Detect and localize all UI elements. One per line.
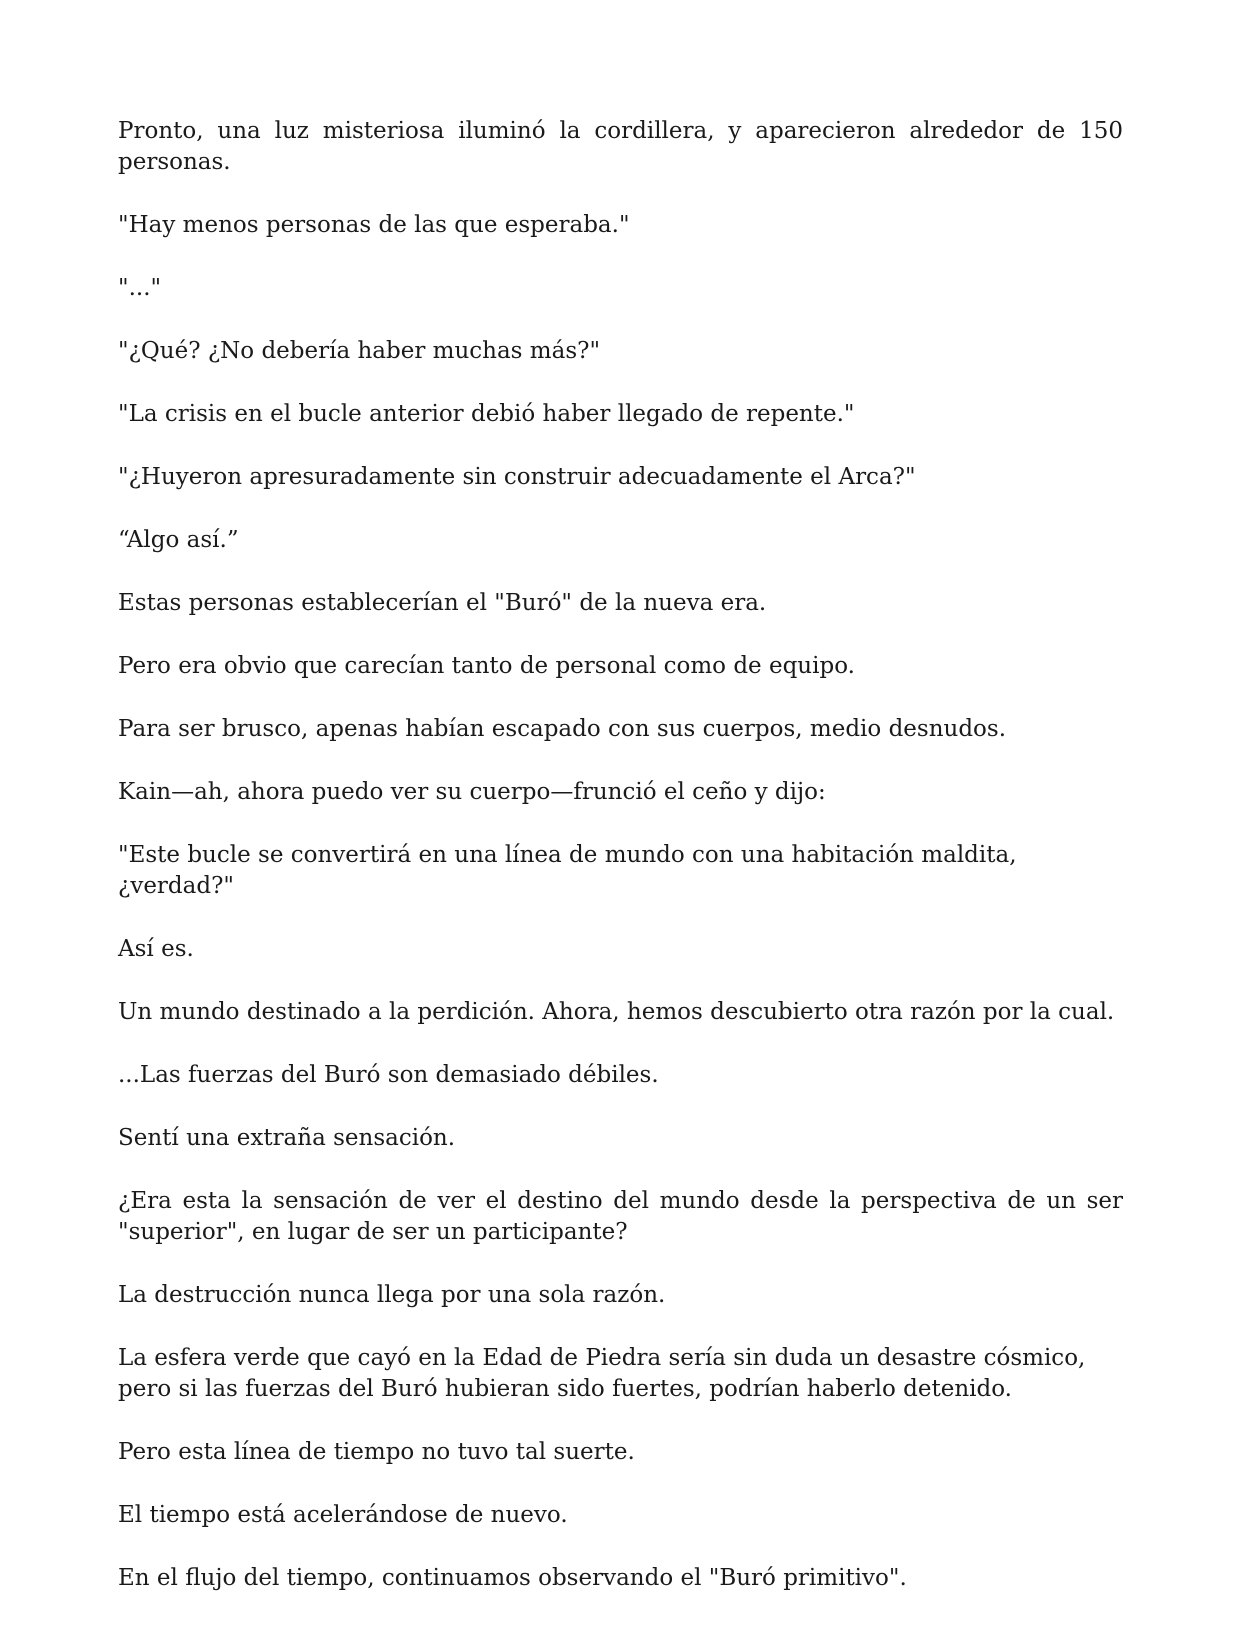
paragraph: Así es. — [118, 936, 194, 962]
paragraph: Para ser brusco, apenas habían escapado con sus cuerpos, medio desnudos. — [118, 716, 1007, 742]
paragraph: "..." — [118, 275, 162, 301]
paragraph: "¿Qué? ¿No debería haber muchas más?" — [118, 338, 601, 364]
paragraph: “Algo así.” — [118, 527, 239, 553]
paragraph: Pronto, una luz misteriosa iluminó la cordillera, y aparecieron alrededor de 150 personas. — [118, 118, 1123, 175]
paragraph: El tiempo está acelerándose de nuevo. — [118, 1502, 568, 1528]
paragraph: Kain—ah, ahora puedo ver su cuerpo—frunció el ceño y dijo: — [118, 779, 826, 805]
paragraph: La esfera verde que cayó en la Edad de Piedra sería sin duda un desastre cósmico, pero si las fuerzas del Buró hubieran sido fuertes, podrían haberlo detenido. — [118, 1345, 1086, 1402]
paragraph: "Este bucle se convertirá en una línea de mundo con una habitación maldita, ¿verdad?" — [118, 842, 1017, 899]
paragraph: "La crisis en el bucle anterior debió haber llegado de repente." — [118, 401, 855, 427]
paragraph: La destrucción nunca llega por una sola razón. — [118, 1282, 666, 1308]
document-body — [118, 116, 1123, 1626]
paragraph: Pero esta línea de tiempo no tuvo tal suerte. — [118, 1439, 635, 1465]
paragraph: Estas personas establecerían el "Buró" de la nueva era. — [118, 590, 767, 616]
paragraph: Pero era obvio que carecían tanto de personal como de equipo. — [118, 653, 855, 679]
paragraph: Un mundo destinado a la perdición. Ahora, hemos descubierto otra razón por la cual. — [118, 999, 1115, 1025]
paragraph: ...Las fuerzas del Buró son demasiado débiles. — [118, 1062, 659, 1088]
paragraph: "¿Huyeron apresuradamente sin construir adecuadamente el Arca?" — [118, 464, 916, 490]
paragraph: ¿Era esta la sensación de ver el destino del mundo desde la perspectiva de un ser "superior", en lugar de ser un participante? — [118, 1188, 1123, 1245]
paragraph: "Hay menos personas de las que esperaba." — [118, 212, 630, 238]
paragraph: Sentí una extraña sensación. — [118, 1125, 456, 1151]
paragraph: En el flujo del tiempo, continuamos observando el "Buró primitivo". — [118, 1565, 907, 1591]
